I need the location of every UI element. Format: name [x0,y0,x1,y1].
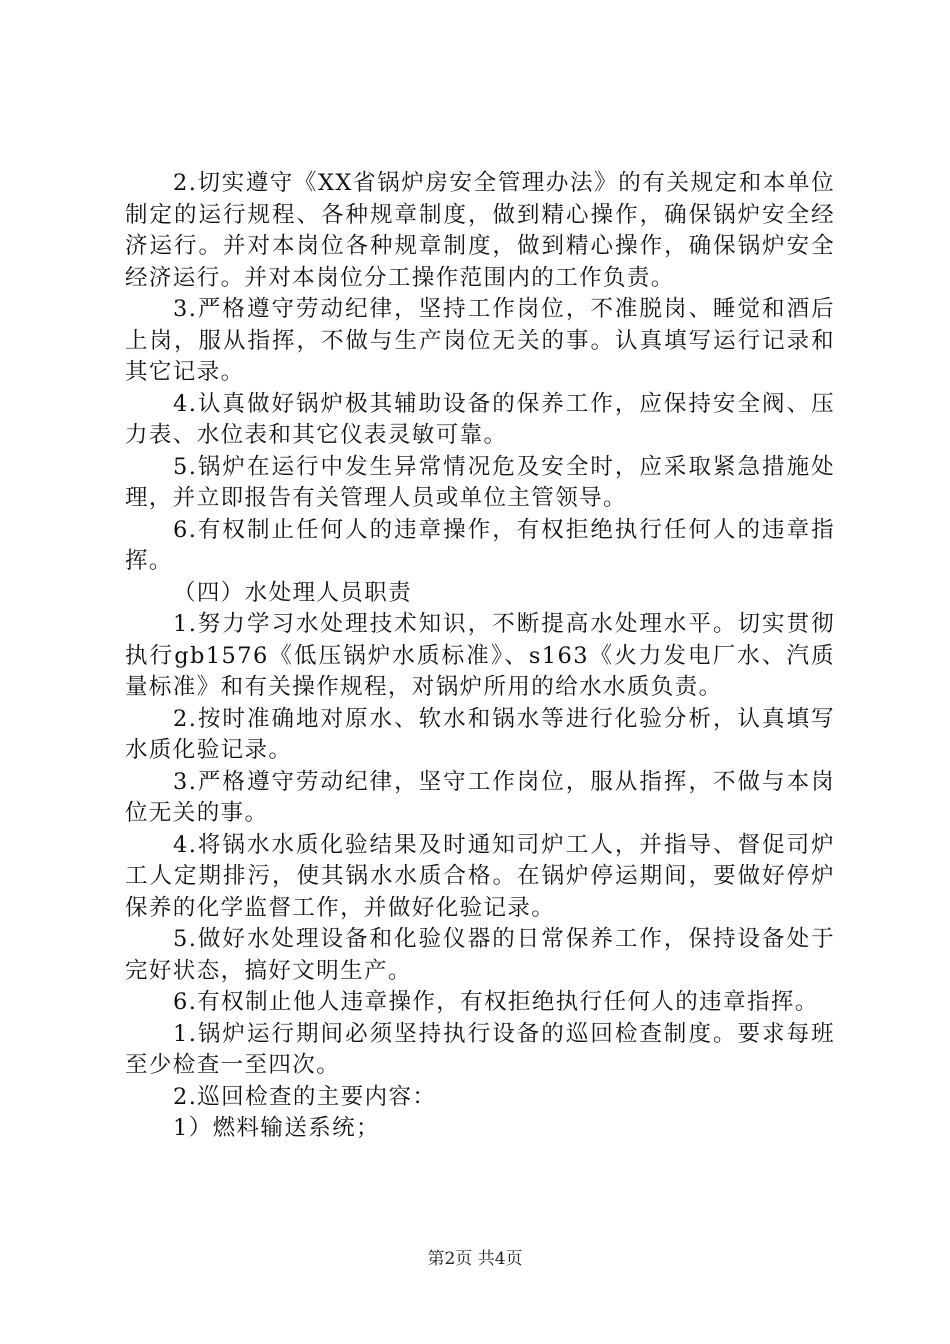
paragraph-6: 1.努力学习水处理技术知识，不断提高水处理水平。切实贯彻执行gb1576《低压锅炉水质标准》、s163《火力发电厂水、汽质量标准》和有关操作规程，对锅炉所用的给水水质负责。 [125,611,835,700]
paragraph-4: 5.锅炉在运行中发生异常情况危及安全时，应采取紧急措施处理，并立即报告有关管理人员或单位主管领导。 [125,453,835,511]
page-number-footer: 第2页 共4页 [427,1249,523,1269]
paragraph-14: 1）燃料输送系统； [173,1115,380,1141]
paragraph-3: 4.认真做好锅炉极其辅助设备的保养工作，应保持安全阀、压力表、水位表和其它仪表灵敏可靠。 [125,390,835,448]
section-heading: （四）水处理人员职责 [173,579,413,606]
paragraph-5: 6.有权制止任何人的违章操作，有权拒绝执行任何人的违章指挥。 [125,516,835,574]
paragraph-13: 2.巡回检查的主要内容： [173,1083,437,1110]
paragraph-8: 3.严格遵守劳动纪律，坚守工作岗位，服从指挥，不做与本岗位无关的事。 [125,768,835,826]
paragraph-11: 6.有权制止他人违章操作，有权拒绝执行任何人的违章指挥。 [173,989,819,1015]
paragraph-1: 2.切实遵守《XX省锅炉房安全管理办法》的有关规定和本单位制定的运行规程、各种规章制度，做到精心操作，确保锅炉安全经济运行。并对本岗位各种规章制度，做到精心操作，确保锅炉安全经济运行。并对本岗位分工操作范围内的工作负责。 [125,170,835,291]
paragraph-2: 3.严格遵守劳动纪律，坚持工作岗位，不准脱岗、睡觉和酒后上岗，服从指挥，不做与生产岗位无关的事。认真填写运行记录和其它记录。 [125,296,835,385]
paragraph-9: 4.将锅水水质化验结果及时通知司炉工人，并指导、督促司炉工人定期排污，使其锅水水质合格。在锅炉停运期间，要做好停炉保养的化学监督工作，并做好化验记录。 [125,831,835,921]
paragraph-12: 1.锅炉运行期间必须坚持执行设备的巡回检查制度。要求每班至少检查一至四次。 [125,1020,835,1078]
document-body [125,168,835,1145]
paragraph-10: 5.做好水处理设备和化验仪器的日常保养工作，保持设备处于完好状态，搞好文明生产。 [125,926,835,984]
paragraph-7: 2.按时准确地对原水、软水和锅水等进行化验分析，认真填写水质化验记录。 [125,705,835,763]
